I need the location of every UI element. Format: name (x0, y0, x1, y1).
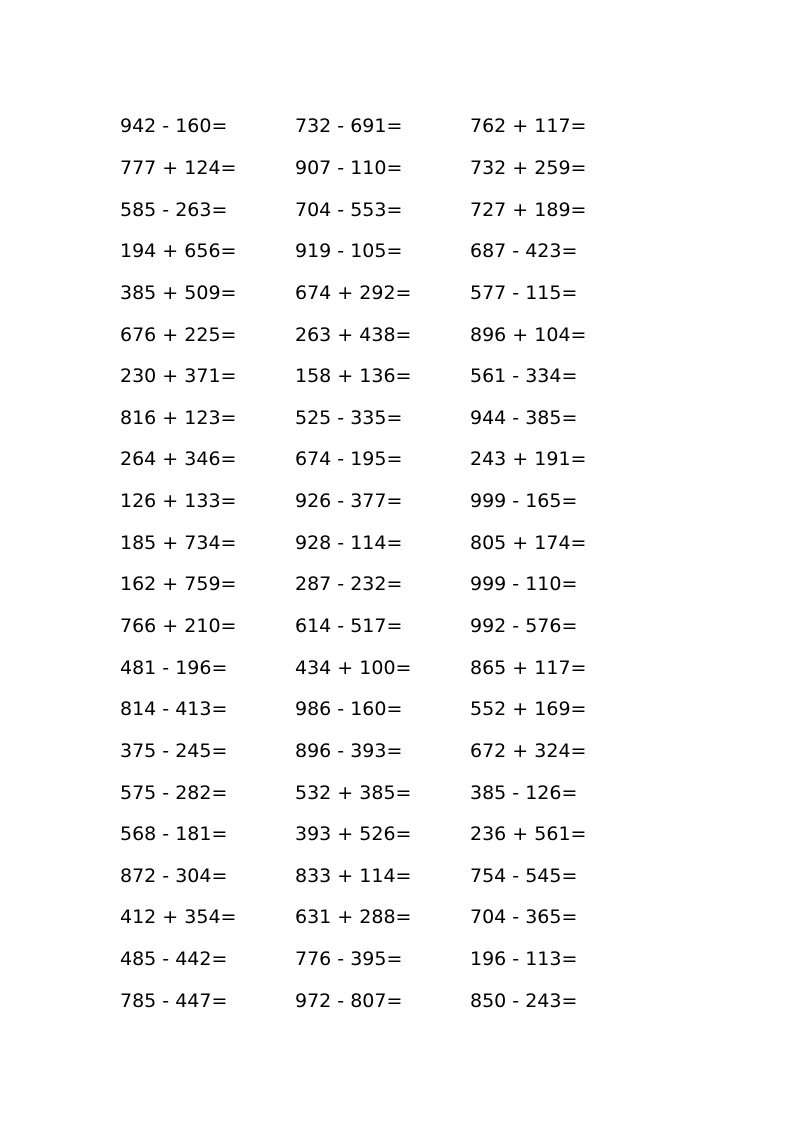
arithmetic-problem: 230 + 371= (120, 365, 237, 388)
arithmetic-problem: 568 - 181= (120, 823, 228, 846)
problem-row (120, 356, 680, 398)
arithmetic-problem: 872 - 304= (120, 864, 228, 887)
problem-row (120, 439, 680, 481)
arithmetic-worksheet (120, 106, 680, 1022)
arithmetic-problem: 704 - 553= (295, 198, 403, 221)
arithmetic-problem: 732 - 691= (295, 115, 403, 138)
arithmetic-problem: 926 - 377= (295, 490, 403, 513)
arithmetic-problem: 907 - 110= (295, 156, 403, 179)
arithmetic-problem: 999 - 110= (470, 573, 578, 596)
arithmetic-problem: 928 - 114= (295, 531, 403, 554)
arithmetic-problem: 833 + 114= (295, 864, 412, 887)
problem-row (120, 980, 680, 1022)
arithmetic-problem: 776 - 395= (295, 948, 403, 971)
arithmetic-problem: 385 - 126= (470, 781, 578, 804)
arithmetic-problem: 577 - 115= (470, 281, 578, 304)
arithmetic-problem: 672 + 324= (470, 739, 587, 762)
arithmetic-problem: 185 + 734= (120, 531, 237, 554)
arithmetic-problem: 375 - 245= (120, 739, 228, 762)
problem-row (120, 814, 680, 856)
arithmetic-problem: 196 - 113= (470, 948, 578, 971)
arithmetic-problem: 194 + 656= (120, 240, 237, 263)
arithmetic-problem: 919 - 105= (295, 240, 403, 263)
arithmetic-problem: 614 - 517= (295, 615, 403, 637)
arithmetic-problem: 236 + 561= (470, 823, 587, 846)
arithmetic-problem: 992 - 576= (470, 615, 578, 637)
arithmetic-problem: 687 - 423= (470, 240, 578, 263)
arithmetic-problem: 732 + 259= (470, 156, 587, 179)
arithmetic-problem: 972 - 807= (295, 989, 403, 1012)
arithmetic-problem: 777 + 124= (120, 156, 237, 179)
problem-row (120, 106, 680, 148)
arithmetic-problem: 485 - 442= (120, 948, 228, 971)
arithmetic-problem: 393 + 526= (295, 823, 412, 846)
problem-row (120, 897, 680, 939)
arithmetic-problem: 944 - 385= (470, 406, 578, 429)
arithmetic-problem: 986 - 160= (295, 698, 403, 721)
problem-row (120, 189, 680, 231)
arithmetic-problem: 243 + 191= (470, 448, 587, 471)
problem-row (120, 939, 680, 981)
arithmetic-problem: 805 + 174= (470, 531, 587, 554)
arithmetic-problem: 896 + 104= (470, 323, 587, 346)
arithmetic-problem: 263 + 438= (295, 323, 412, 346)
arithmetic-problem: 385 + 509= (120, 281, 237, 304)
arithmetic-problem: 762 + 117= (470, 115, 587, 138)
arithmetic-problem: 727 + 189= (470, 198, 587, 221)
arithmetic-problem: 561 - 334= (470, 365, 578, 388)
arithmetic-problem: 264 + 346= (120, 448, 237, 471)
problem-row (120, 273, 680, 315)
arithmetic-problem: 942 - 160= (120, 115, 228, 138)
arithmetic-problem: 785 - 447= (120, 989, 228, 1012)
problem-row (120, 148, 680, 190)
arithmetic-problem: 434 + 100= (295, 656, 412, 679)
arithmetic-problem: 585 - 263= (120, 198, 228, 221)
problem-row (120, 606, 680, 648)
arithmetic-problem: 552 + 169= (470, 698, 587, 721)
arithmetic-problem: 766 + 210= (120, 615, 237, 637)
arithmetic-problem: 575 - 282= (120, 781, 228, 804)
problem-row (120, 397, 680, 439)
problem-row (120, 314, 680, 356)
problem-row (120, 772, 680, 814)
arithmetic-problem: 704 - 365= (470, 906, 578, 929)
problem-row (120, 731, 680, 773)
arithmetic-problem: 850 - 243= (470, 989, 578, 1012)
arithmetic-problem: 814 - 413= (120, 698, 228, 721)
arithmetic-problem: 631 + 288= (295, 906, 412, 929)
arithmetic-problem: 896 - 393= (295, 739, 403, 762)
arithmetic-problem: 287 - 232= (295, 573, 403, 596)
arithmetic-problem: 999 - 165= (470, 490, 578, 513)
problem-row (120, 689, 680, 731)
problem-row (120, 647, 680, 689)
arithmetic-problem: 674 - 195= (295, 448, 403, 471)
arithmetic-problem: 126 + 133= (120, 490, 237, 513)
arithmetic-problem: 162 + 759= (120, 573, 237, 596)
problem-row (120, 231, 680, 273)
arithmetic-problem: 532 + 385= (295, 781, 412, 804)
arithmetic-problem: 412 + 354= (120, 906, 237, 929)
arithmetic-problem: 676 + 225= (120, 323, 237, 346)
arithmetic-problem: 158 + 136= (295, 365, 412, 388)
problem-row (120, 564, 680, 606)
problem-row (120, 522, 680, 564)
arithmetic-problem: 865 + 117= (470, 656, 587, 679)
arithmetic-problem: 816 + 123= (120, 406, 237, 429)
arithmetic-problem: 754 - 545= (470, 864, 578, 887)
problem-row (120, 856, 680, 898)
arithmetic-problem: 481 - 196= (120, 656, 228, 679)
problem-row (120, 481, 680, 523)
arithmetic-problem: 674 + 292= (295, 281, 412, 304)
arithmetic-problem: 525 - 335= (295, 406, 403, 429)
